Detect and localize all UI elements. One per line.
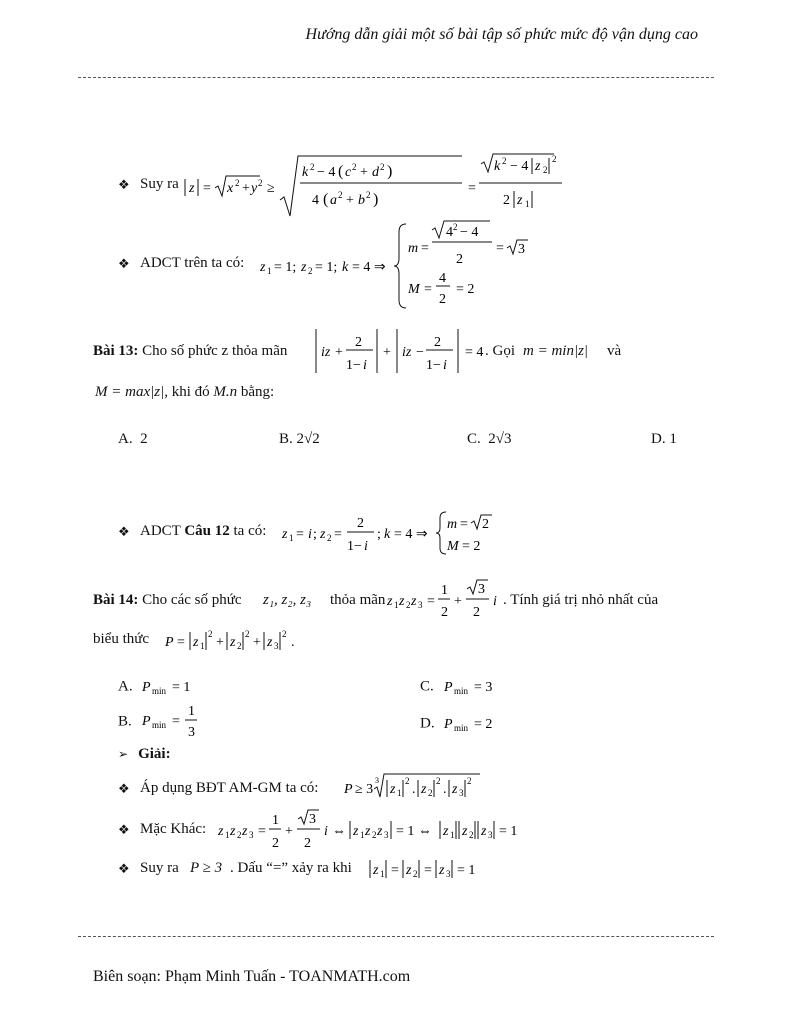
svg-text:y: y bbox=[251, 181, 258, 196]
svg-text:2: 2 bbox=[428, 788, 433, 798]
svg-text:1: 1 bbox=[360, 830, 365, 840]
svg-text:M: M bbox=[408, 282, 420, 297]
svg-text:1: 1 bbox=[450, 830, 455, 840]
svg-text:P: P bbox=[141, 714, 151, 729]
formula-13-max: M = max|z| bbox=[95, 384, 165, 400]
svg-text:z: z bbox=[535, 159, 541, 174]
svg-text:2: 2 bbox=[237, 830, 242, 840]
svg-text:2: 2 bbox=[456, 252, 463, 267]
svg-text:3: 3 bbox=[488, 830, 493, 840]
svg-text:1: 1 bbox=[289, 533, 294, 543]
header-divider bbox=[78, 77, 714, 78]
svg-text:P: P bbox=[344, 782, 353, 797]
svg-text:P: P bbox=[443, 680, 453, 695]
svg-text:2: 2 bbox=[372, 830, 377, 840]
svg-text:=: = bbox=[334, 527, 342, 542]
svg-text:= 1: = 1 bbox=[172, 680, 191, 695]
svg-text:2: 2 bbox=[235, 178, 240, 188]
option-value: 2√3 bbox=[488, 431, 512, 447]
svg-text:z: z bbox=[282, 527, 288, 542]
option-value bbox=[438, 676, 528, 698]
svg-text:.: . bbox=[443, 782, 447, 797]
svg-text:3: 3 bbox=[375, 776, 379, 785]
svg-text:1: 1 bbox=[394, 600, 399, 610]
svg-text:2: 2 bbox=[503, 193, 510, 208]
svg-text:z: z bbox=[267, 635, 273, 650]
svg-text:1−: 1− bbox=[346, 358, 361, 373]
svg-text:.: . bbox=[412, 782, 416, 797]
svg-text:z: z bbox=[218, 824, 224, 839]
svg-text:⇔: ⇔ bbox=[332, 824, 346, 839]
svg-text:− 4: − 4 bbox=[317, 165, 336, 180]
svg-text:2: 2 bbox=[469, 830, 474, 840]
svg-text:;: ; bbox=[313, 527, 317, 542]
svg-text:1: 1 bbox=[525, 199, 530, 209]
problem-text: thỏa mãn bbox=[330, 592, 386, 608]
svg-text:2: 2 bbox=[405, 776, 410, 786]
svg-text:2: 2 bbox=[258, 178, 263, 188]
svg-text:2: 2 bbox=[473, 605, 480, 620]
svg-text:i: i bbox=[493, 594, 497, 609]
svg-text:− 4: − 4 bbox=[460, 225, 479, 240]
svg-text:=: = bbox=[258, 824, 266, 839]
svg-text:z: z bbox=[373, 863, 379, 878]
svg-text:3: 3 bbox=[518, 242, 525, 257]
svg-text:1: 1 bbox=[272, 813, 279, 828]
option-value bbox=[136, 703, 226, 741]
svg-text:2: 2 bbox=[338, 190, 343, 200]
svg-text:1: 1 bbox=[187, 704, 195, 719]
svg-text:2: 2 bbox=[355, 335, 362, 350]
svg-text:=: = bbox=[421, 241, 429, 256]
svg-text:+: + bbox=[346, 193, 354, 208]
option-13-d[interactable] bbox=[651, 431, 677, 448]
option-14-c[interactable] bbox=[420, 676, 528, 698]
svg-text:z: z bbox=[320, 527, 326, 542]
formula-14-mac-khac bbox=[216, 809, 526, 853]
svg-text:= 1: = 1 bbox=[457, 863, 476, 878]
option-14-b[interactable] bbox=[118, 703, 226, 741]
svg-text:i: i bbox=[324, 824, 328, 839]
bullet-text: ADCT bbox=[140, 523, 181, 539]
svg-text:2: 2 bbox=[304, 836, 311, 851]
formula-14-p-ge-3: P ≥ 3 bbox=[190, 860, 223, 876]
svg-text:z: z bbox=[399, 594, 405, 609]
reference-label: Câu 12 bbox=[184, 523, 230, 539]
option-14-d[interactable] bbox=[420, 713, 528, 735]
svg-text:2: 2 bbox=[237, 641, 242, 651]
problem-label: Bài 14: bbox=[93, 592, 139, 608]
svg-text:2: 2 bbox=[406, 600, 411, 610]
formula-13-condition bbox=[313, 326, 513, 376]
svg-text:1−: 1− bbox=[426, 358, 441, 373]
option-letter: C. bbox=[420, 678, 434, 695]
problem-text: Cho số phức z thỏa mãn bbox=[142, 343, 288, 359]
diamond-bullet-icon: ❖ bbox=[118, 177, 130, 192]
solution-label: Giải: bbox=[138, 746, 171, 762]
svg-text:min: min bbox=[453, 686, 468, 696]
problem-14-statement bbox=[93, 578, 733, 624]
problem-text: và bbox=[607, 343, 622, 359]
svg-text:+: + bbox=[360, 165, 368, 180]
svg-text:2: 2 bbox=[439, 292, 446, 307]
problem-text: Cho các số phức bbox=[142, 592, 242, 608]
svg-text:z: z bbox=[452, 782, 458, 797]
svg-text:4: 4 bbox=[312, 193, 319, 208]
svg-text:z: z bbox=[443, 824, 449, 839]
svg-text:3: 3 bbox=[446, 869, 451, 879]
bullet-text: Áp dụng BĐT AM-GM ta có: bbox=[140, 780, 319, 796]
svg-text:2: 2 bbox=[552, 154, 557, 164]
svg-text:2: 2 bbox=[327, 533, 332, 543]
svg-text:k: k bbox=[302, 165, 309, 180]
formula-14-amgm bbox=[342, 772, 492, 802]
svg-text:= 2: = 2 bbox=[456, 282, 475, 297]
svg-text:2: 2 bbox=[482, 517, 489, 532]
svg-text:= 3: = 3 bbox=[473, 680, 492, 695]
svg-text:= 4: = 4 bbox=[465, 345, 484, 360]
option-letter: D. bbox=[420, 715, 435, 732]
svg-text:− 4: − 4 bbox=[510, 159, 529, 174]
bullet-text: Suy ra bbox=[140, 176, 179, 192]
svg-text:2: 2 bbox=[413, 869, 418, 879]
svg-text:2: 2 bbox=[357, 516, 364, 531]
formula-14-equality bbox=[368, 856, 488, 882]
svg-text:+: + bbox=[383, 345, 391, 360]
page-header: Hướng dẫn giải một số bài tập số phức mức độ vận dụng cao bbox=[305, 26, 698, 43]
problem-text: . Gọi bbox=[485, 343, 515, 359]
option-value bbox=[438, 713, 528, 735]
svg-text:z: z bbox=[377, 824, 383, 839]
formula-13-solution bbox=[280, 508, 520, 558]
option-letter: B. bbox=[118, 713, 132, 730]
svg-text:= 1;: = 1; bbox=[274, 260, 297, 275]
svg-text:= 1: = 1 bbox=[499, 824, 518, 839]
svg-text:= 2: = 2 bbox=[474, 717, 493, 732]
solution-heading bbox=[118, 746, 171, 763]
svg-text:min: min bbox=[454, 723, 469, 733]
svg-text:+: + bbox=[335, 345, 343, 360]
svg-text:z: z bbox=[242, 824, 248, 839]
svg-text:1: 1 bbox=[397, 788, 402, 798]
svg-text:−: − bbox=[416, 345, 424, 360]
svg-text:3: 3 bbox=[418, 600, 423, 610]
footer-divider bbox=[78, 936, 714, 937]
diamond-bullet-icon: ❖ bbox=[118, 822, 130, 837]
svg-text:i: i bbox=[364, 539, 368, 554]
svg-text:): ) bbox=[373, 191, 379, 208]
svg-text:iz: iz bbox=[321, 345, 331, 360]
bullet-text: Mặc Khác: bbox=[140, 821, 207, 837]
svg-text:m: m bbox=[447, 517, 458, 532]
svg-text:1−: 1− bbox=[347, 539, 362, 554]
svg-text:1: 1 bbox=[380, 869, 385, 879]
svg-text:2: 2 bbox=[308, 266, 313, 276]
diamond-bullet-icon: ❖ bbox=[118, 861, 130, 876]
svg-text:z: z bbox=[189, 181, 195, 196]
svg-text:= 1;: = 1; bbox=[315, 260, 338, 275]
svg-text:=: = bbox=[296, 527, 304, 542]
svg-text:2: 2 bbox=[352, 162, 357, 172]
bullet-text: ADCT trên ta có: bbox=[140, 255, 245, 271]
svg-text:3: 3 bbox=[384, 830, 389, 840]
svg-text:1: 1 bbox=[441, 583, 448, 598]
svg-text:1: 1 bbox=[225, 830, 230, 840]
svg-text:z: z bbox=[481, 824, 487, 839]
svg-text:=: = bbox=[203, 181, 211, 196]
svg-text:b: b bbox=[358, 193, 365, 208]
svg-text:P: P bbox=[444, 717, 453, 732]
svg-text:z: z bbox=[421, 782, 427, 797]
svg-text:z: z bbox=[193, 635, 199, 650]
svg-text:+: + bbox=[253, 635, 261, 650]
svg-text:2: 2 bbox=[310, 162, 315, 172]
option-14-a[interactable] bbox=[118, 676, 226, 698]
problem-text: . Tính giá trị nhỏ nhất của bbox=[503, 592, 659, 608]
svg-text:3: 3 bbox=[274, 641, 279, 651]
svg-text:3: 3 bbox=[249, 830, 254, 840]
svg-text:M: M bbox=[447, 539, 459, 554]
svg-text:2: 2 bbox=[208, 629, 213, 639]
svg-text:min: min bbox=[152, 686, 167, 696]
svg-text:a: a bbox=[330, 193, 337, 208]
svg-text:=: = bbox=[177, 635, 185, 650]
svg-text:z: z bbox=[411, 594, 417, 609]
svg-text:z: z bbox=[517, 193, 523, 208]
option-letter: B. bbox=[279, 431, 293, 447]
svg-text:z: z bbox=[301, 260, 307, 275]
svg-text:2: 2 bbox=[366, 190, 371, 200]
formula-adct-system bbox=[258, 220, 658, 310]
svg-text:z: z bbox=[406, 863, 412, 878]
svg-text:z: z bbox=[439, 863, 445, 878]
option-13-b[interactable] bbox=[279, 431, 320, 448]
svg-text:z: z bbox=[462, 824, 468, 839]
svg-text:=: = bbox=[496, 241, 504, 256]
svg-text:c: c bbox=[345, 165, 352, 180]
option-letter: C. bbox=[467, 431, 481, 447]
svg-text:i: i bbox=[308, 527, 312, 542]
svg-text:2: 2 bbox=[436, 776, 441, 786]
problem-label: Bài 13: bbox=[93, 343, 139, 359]
svg-text:=: = bbox=[460, 517, 468, 532]
svg-text:3: 3 bbox=[478, 582, 485, 597]
svg-text:z: z bbox=[365, 824, 371, 839]
svg-text:m: m bbox=[408, 241, 419, 256]
arrow-bullet-icon: ➢ bbox=[118, 747, 129, 761]
option-13-c[interactable] bbox=[467, 431, 512, 448]
svg-text:3: 3 bbox=[459, 788, 464, 798]
formula-14-vars: z₁, z₂, z₃ bbox=[263, 592, 312, 608]
diamond-bullet-icon: ❖ bbox=[118, 781, 130, 796]
svg-text:i: i bbox=[363, 358, 367, 373]
svg-text:2: 2 bbox=[543, 165, 548, 175]
svg-text:.: . bbox=[291, 635, 295, 650]
svg-text:P: P bbox=[165, 635, 174, 650]
svg-text:): ) bbox=[387, 163, 393, 180]
svg-text:2: 2 bbox=[380, 162, 385, 172]
bullet-text: ta có: bbox=[233, 523, 267, 539]
svg-text:=: = bbox=[424, 282, 432, 297]
svg-text:=: = bbox=[468, 181, 476, 196]
svg-text:2: 2 bbox=[467, 776, 472, 786]
svg-text:k: k bbox=[494, 159, 501, 174]
svg-text:≥: ≥ bbox=[267, 181, 275, 196]
option-letter: D. bbox=[651, 431, 666, 447]
svg-text:(: ( bbox=[338, 163, 344, 180]
option-value: 1 bbox=[669, 431, 677, 447]
svg-text:z: z bbox=[230, 635, 236, 650]
svg-text:1: 1 bbox=[267, 266, 272, 276]
svg-text:2: 2 bbox=[272, 836, 279, 851]
svg-text:z: z bbox=[230, 824, 236, 839]
svg-text:= 1 ⇔: = 1 ⇔ bbox=[396, 824, 432, 839]
option-letter: A. bbox=[118, 431, 133, 447]
svg-text:2: 2 bbox=[434, 335, 441, 350]
svg-text:P: P bbox=[142, 680, 151, 695]
svg-text:4: 4 bbox=[439, 271, 446, 286]
svg-text:d: d bbox=[372, 165, 379, 180]
svg-text:x: x bbox=[227, 181, 234, 196]
option-13-a[interactable] bbox=[118, 431, 148, 448]
option-letter: A. bbox=[118, 678, 133, 695]
diamond-bullet-icon: ❖ bbox=[118, 524, 130, 539]
svg-text:(: ( bbox=[323, 191, 329, 208]
svg-text:+: + bbox=[242, 181, 250, 196]
svg-text:1: 1 bbox=[200, 641, 205, 651]
svg-text:+: + bbox=[216, 635, 224, 650]
problem-13-statement bbox=[93, 326, 733, 376]
svg-text:+: + bbox=[454, 594, 462, 609]
svg-text:iz: iz bbox=[402, 345, 412, 360]
svg-text:+: + bbox=[285, 824, 293, 839]
svg-text:2: 2 bbox=[282, 629, 287, 639]
svg-text:2: 2 bbox=[441, 605, 448, 620]
svg-text:= 4 ⇒: = 4 ⇒ bbox=[352, 260, 386, 275]
problem-text: bằng: bbox=[240, 384, 275, 400]
svg-text:=: = bbox=[171, 714, 180, 729]
svg-text:4: 4 bbox=[446, 225, 453, 240]
bullet-text: Suy ra bbox=[140, 860, 179, 876]
svg-text:k: k bbox=[342, 260, 349, 275]
page-footer: Biên soạn: Phạm Minh Tuấn - TOANMATH.com bbox=[93, 968, 411, 985]
svg-text:2: 2 bbox=[502, 156, 507, 166]
svg-text:z: z bbox=[387, 594, 393, 609]
svg-text:z: z bbox=[353, 824, 359, 839]
svg-text:i: i bbox=[443, 358, 447, 373]
svg-text:min: min bbox=[151, 720, 166, 730]
svg-text:k: k bbox=[384, 527, 391, 542]
svg-text:= 2: = 2 bbox=[462, 539, 481, 554]
formula-z-bound bbox=[182, 150, 622, 220]
svg-text:;: ; bbox=[377, 527, 381, 542]
svg-text:3: 3 bbox=[187, 725, 195, 740]
svg-text:=: = bbox=[391, 863, 399, 878]
svg-text:2: 2 bbox=[453, 222, 458, 232]
svg-text:z: z bbox=[390, 782, 396, 797]
diamond-bullet-icon: ❖ bbox=[118, 256, 130, 271]
svg-text:3: 3 bbox=[309, 812, 316, 827]
option-value: 2√2 bbox=[296, 431, 320, 447]
problem-text: biểu thức bbox=[93, 631, 150, 647]
svg-text:z: z bbox=[260, 260, 266, 275]
svg-text:= 4 ⇒: = 4 ⇒ bbox=[394, 527, 428, 542]
svg-text:2: 2 bbox=[245, 629, 250, 639]
option-value: 2 bbox=[140, 431, 148, 447]
svg-text:=: = bbox=[427, 594, 435, 609]
problem-13-line2 bbox=[95, 384, 274, 401]
problem-text: , khi đó bbox=[164, 384, 210, 400]
svg-text:≥ 3: ≥ 3 bbox=[355, 782, 374, 797]
formula-14-condition bbox=[385, 578, 510, 624]
formula-13-product: M.n bbox=[213, 384, 238, 400]
bullet-text: . Dấu “=” xảy ra khi bbox=[230, 860, 352, 876]
svg-text:=: = bbox=[424, 863, 432, 878]
formula-14-P bbox=[163, 628, 313, 654]
option-value bbox=[136, 676, 226, 698]
formula-13-min: m = min|z| bbox=[523, 343, 589, 359]
